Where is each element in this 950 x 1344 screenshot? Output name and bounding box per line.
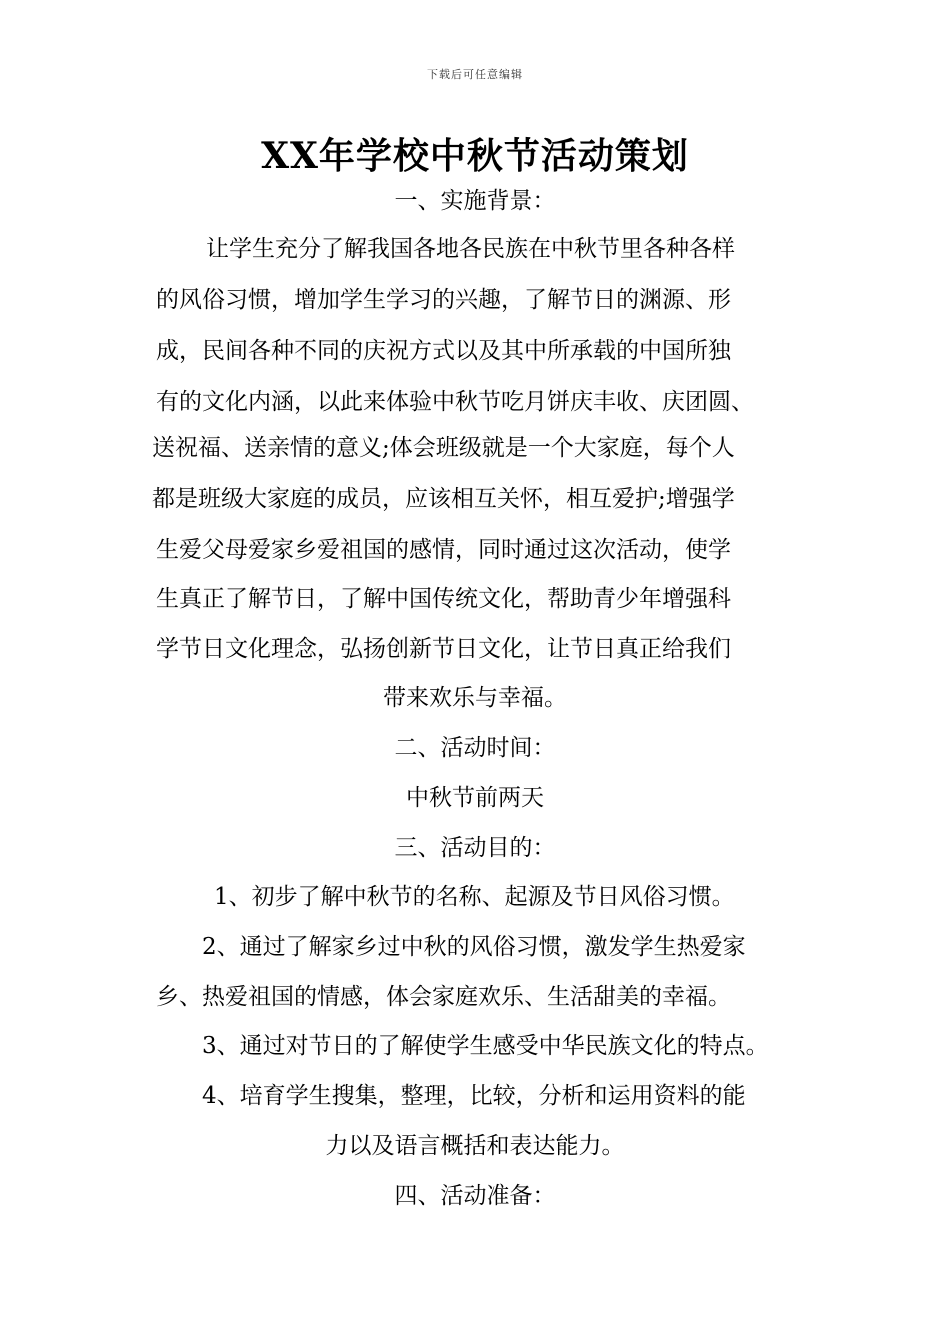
document-title: XX年学校中秋节活动策划 xyxy=(261,135,689,177)
section-3-heading: 三、活动目的： xyxy=(394,835,556,861)
section-1-line: 成，民间各种不同的庆祝方式以及其中所承载的中国所独 xyxy=(156,338,731,364)
section-1-line: 都是班级大家庭的成员，应该相互关怀，相互爱护;增强学 xyxy=(152,486,735,512)
section-4-heading: 四、活动准备： xyxy=(394,1183,556,1209)
section-1-line: 学节日文化理念，弘扬创新节日文化，让节日真正给我们 xyxy=(156,636,731,662)
section-1-line: 带来欢乐与幸福。 xyxy=(383,685,567,711)
section-3-line: 力以及语言概括和表达能力。 xyxy=(325,1133,625,1159)
section-1-line: 送祝福、送亲情的意义;体会班级就是一个大家庭，每个人 xyxy=(152,435,735,461)
section-3-line: 3、通过对节日的了解使学生感受中华民族文化的特点。 xyxy=(202,1033,769,1059)
section-1-line: 生真正了解节日，了解中国传统文化，帮助青少年增强科 xyxy=(156,586,731,612)
section-3-line: 4、培育学生搜集，整理，比较，分析和运用资料的能 xyxy=(202,1083,746,1109)
section-1-line: 生爱父母爱家乡爱祖国的感情，同时通过这次活动，使学 xyxy=(156,537,731,563)
section-2-content: 中秋节前两天 xyxy=(406,785,544,811)
section-2-heading: 二、活动时间： xyxy=(394,735,556,761)
section-3-line: 2、通过了解家乡过中秋的风俗习惯，激发学生热爱家 xyxy=(202,934,746,960)
section-1-heading: 一、实施背景： xyxy=(394,188,556,214)
section-1-line: 的风俗习惯，增加学生学习的兴趣，了解节日的渊源、形 xyxy=(156,287,731,313)
section-3-line: 1、初步了解中秋节的名称、起源及节日风俗习惯。 xyxy=(214,884,735,910)
section-1-line: 让学生充分了解我国各地各民族在中秋节里各种各样 xyxy=(206,236,735,262)
section-1-line: 有的文化内涵，以此来体验中秋节吃月饼庆丰收、庆团圆、 xyxy=(156,389,754,415)
section-3-line: 乡、热爱祖国的情感，体会家庭欢乐、生活甜美的幸福。 xyxy=(156,984,731,1010)
header-note: 下载后可任意编辑 xyxy=(427,68,523,81)
